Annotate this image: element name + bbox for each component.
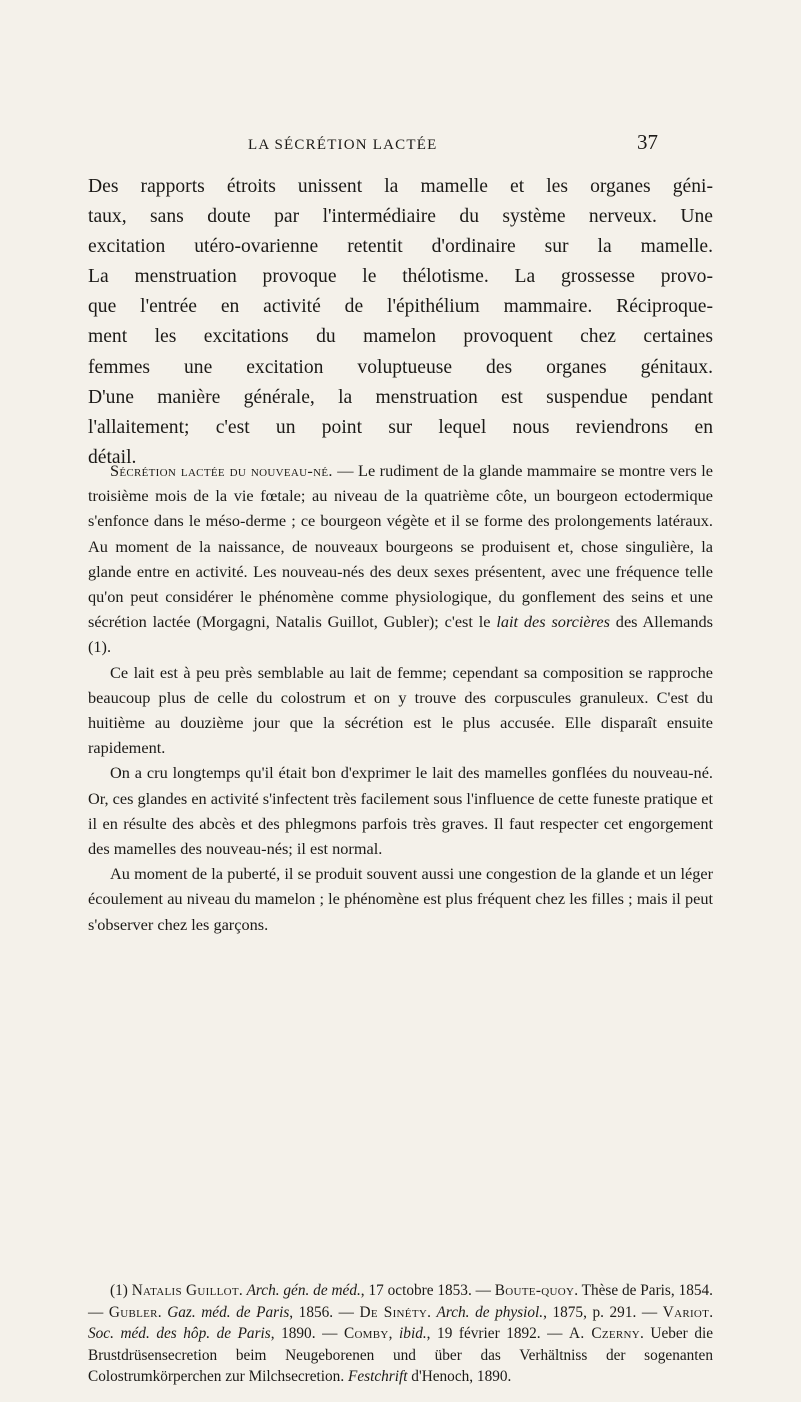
journal: ibid. [399,1325,427,1342]
author: Variot [662,1303,710,1321]
paragraph-text: des Allemands (1). [88,612,713,657]
newborn-section [88,458,713,937]
journal: Soc. méd. des hôp. de Paris [88,1325,271,1342]
running-title: LA SÉCRÉTION LACTÉE [248,137,438,153]
text: , 19 février 1892. — [426,1325,570,1342]
footnote [88,1280,713,1388]
text: , 1856. — [289,1303,360,1321]
journal: Festchrift [347,1368,408,1385]
text-line: D'une manière générale, la menstruation est suspendue pendant [88,386,713,408]
section-heading: Sécrétion lactée du nouveau-né. [110,461,333,480]
journal: Arch. de physiol. [436,1303,544,1321]
text: , [388,1325,400,1342]
text: . Ueber die Brustdrüsensecretion beim Neugeborenen und über das Verhältniss der sogenanten Colostrumkörperchen zur Milchsecretion. [88,1325,714,1385]
author: A. Czerny [569,1325,641,1342]
page-number: 37 [637,130,658,154]
text: . [709,1303,714,1321]
text: . [427,1303,437,1321]
section-paragraph: On a cru longtemps qu'il était bon d'exprimer le lait des mamelles gonflées du nouveau-né. Or, ces glandes en activité s'infectent très facilement sous l'influence de cette funeste pratique et il en résulte des abcès et des phlegmons parfois très graves. Il faut respecter cet engorgement des mamelles des nouveau-nés; il est normal. [88,763,713,859]
text-line: Des rapports étroits unissent la mamelle et les organes géni- [88,176,713,197]
section-paragraph: Au moment de la puberté, il se produit souvent aussi une congestion de la glande et un léger écoulement au niveau du mamelon ; le phénomène est plus fréquent chez les filles ; mais il peut s'observer chez les garçons. [88,864,713,934]
footnote-marker: (1) [110,1282,132,1299]
text-line: taux, sans doute par l'intermédiaire du système nerveux. Une [88,206,713,228]
text: . [238,1282,247,1299]
journal: Gaz. méd. de Paris [167,1303,290,1321]
section-paragraph [88,458,713,660]
text: , 1890. — [270,1325,344,1342]
text-line: La menstruation provoque le thélotisme. La grossesse provo- [88,266,713,288]
text-line: détail. [88,446,137,468]
text-line: que l'entrée en activité de l'épithélium mammaire. Réciproque- [88,296,713,318]
section-paragraph: Ce lait est à peu près semblable au lait de femme; cependant sa composition se rapproche beaucoup plus de celle du colostrum et on y trouve des corpuscules granuleux. C'est du huitième au douzième jour que la sécrétion est le plus accusée. Elle disparaît ensuite rapidement. [88,662,713,758]
author: Comby [343,1325,389,1342]
text: d'Henoch, 1890. [407,1368,512,1385]
text-line: l'allaitement; c'est un point sur lequel nous reviendrons en [88,416,713,438]
text-line: ment les excitations du mamelon provoquent chez certaines [88,326,713,348]
lead-paragraph [88,172,713,473]
author: Boute-quoy [494,1282,575,1299]
footnote-text [88,1280,713,1388]
journal: Arch. gén. de méd. [246,1282,361,1299]
text-line: excitation utéro-ovarienne retentit d'ordinaire sur la mamelle. [88,236,713,258]
text: , 17 octobre 1853. — [360,1282,495,1299]
text: , 1875, p. 291. — [543,1303,663,1321]
italic-term: lait des sorcières [496,612,610,632]
author: Natalis Guillot [131,1282,239,1299]
author: De Sinéty [359,1303,428,1321]
text-line: femmes une excitation voluptueuse des organes génitaux. [88,356,713,378]
author: Gubler [108,1303,158,1321]
page-header [248,130,658,155]
paragraph-text: — Le rudiment de la glande mammaire se montre vers le troisième mois de la vie fœtale; au niveau de la quatrième côte, un bourgeon ectodermique s'enfonce dans le méso-derme ; ce bourgeon végète et il se forme des prolongements latéraux. Au moment de la naissance, de nouveaux bourgeons se produisent et, chose singulière, la glande entre en activité. Les nouveau-nés des deux sexes présentent, avec une fréquence telle qu'on peut considérer le phénomène comme physiologique, du gonflement des seins et une sécrétion lactée (Morgagni, Natalis Guillot, Gubler); c'est le [88,461,714,632]
text: . [157,1303,168,1321]
text: . Thèse de Paris, 1854. — [88,1282,713,1321]
